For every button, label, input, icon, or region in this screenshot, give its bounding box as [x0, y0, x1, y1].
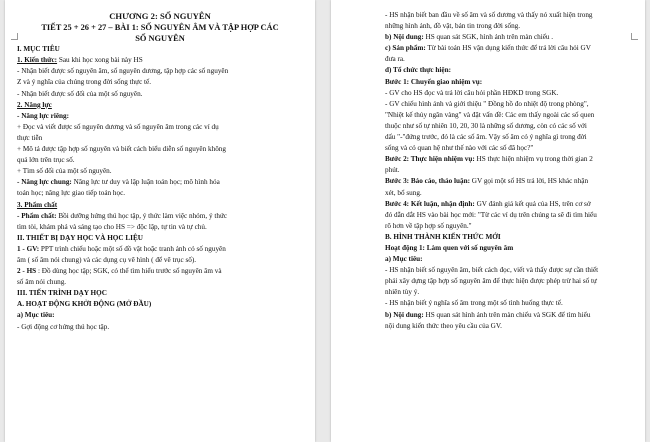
text-line: - GV cho HS đọc và trả lời câu hỏi phần HĐKD trong SGK.: [385, 88, 559, 97]
text-line: - HS nhận biết ý nghĩa số âm trong một số tình huống thực tế.: [385, 299, 563, 308]
text-line: sống và có quan hệ như thế nào với các số đã học?": [385, 144, 534, 153]
document-page-right[interactable]: [331, 0, 645, 442]
knowledge-text: Sau khi học xong bài này HS: [57, 56, 143, 65]
knowledge-label: 1. Kiến thức:: [17, 56, 58, 65]
step2-text: HS thực hiện nhiệm vụ trong thời gian 2: [474, 155, 593, 164]
text-line: + Tìm số đối của một số nguyên.: [17, 167, 112, 176]
page-right-content: [385, 10, 637, 332]
text-line: - Nhận biết được số đối của một số nguyên.: [17, 89, 143, 98]
text-line: - Gợi động cơ hứng thú học tập.: [17, 322, 110, 331]
section-equipment-heading: II. THIẾT BỊ DẠY HỌC VÀ HỌC LIỆU: [17, 233, 143, 242]
text-line: toán học; năng lực giao tiếp toán học.: [17, 189, 126, 198]
text-line: + Mô tả được tập hợp số nguyên và biết cách biểu diễn số nguyên không: [17, 145, 226, 154]
hs-line: [17, 266, 303, 277]
section-objectives-heading: I. MỤC TIÊU: [17, 45, 60, 54]
step4-line: [385, 199, 637, 210]
text-line: quá lớn trên trục số.: [17, 156, 75, 165]
general-skills-line: [17, 177, 303, 188]
content-b-label: b) Nội dung:: [385, 33, 424, 42]
text-line: đưa ra.: [385, 55, 405, 64]
text-line: nội dung kiến thức theo yêu cầu của GV.: [385, 321, 502, 330]
text-line: thực tiễn: [17, 133, 43, 142]
step2-label: Bước 2: Thực hiện nhiệm vụ:: [385, 155, 475, 164]
step1-heading: Bước 1: Chuyển giao nhiệm vụ:: [385, 77, 483, 86]
text-line: đó dẫn dắt HS vào bài học mới: "Từ các ví dụ trên chúng ta sẽ đi tìm hiểu: [385, 210, 597, 219]
gv-text: PPT trình chiếu hoặc một số đồ vật hoặc tranh ảnh có số nguyên: [39, 244, 226, 253]
text-line: xét, bổ sung.: [385, 188, 422, 197]
skills-heading: 2. Năng lực: [17, 100, 52, 109]
content2-line: [385, 310, 637, 321]
section-b-heading: B. HÌNH THÀNH KIẾN THỨC MỚI: [385, 232, 501, 241]
product-line: [385, 43, 637, 54]
content-b-line: [385, 32, 637, 43]
step3-text: GV gọi một số HS trả lời, HS khác nhận: [469, 177, 589, 186]
page-left-content: [17, 10, 303, 333]
step4-text: GV đánh giá kết quả của HS, trên cơ sở: [474, 199, 591, 208]
activity-a-heading: A. HOẠT ĐỘNG KHỞI ĐỘNG (MỞ ĐẦU): [17, 300, 152, 309]
gv-label: 1 - GV:: [17, 244, 40, 253]
text-line: tìm tòi, khám phá và sáng tạo cho HS => độc lập, tự tin và tự chủ.: [17, 222, 207, 231]
text-line: phút.: [385, 166, 400, 175]
product-label: c) Sản phẩm:: [385, 44, 426, 53]
qualities-heading: 3. Phẩm chất: [17, 200, 58, 209]
objective-heading: a) Mục tiêu:: [385, 255, 423, 264]
content2-label: b) Nội dung:: [385, 310, 424, 319]
qualities-sublabel: - Phẩm chất:: [17, 211, 57, 220]
text-line: âm ( số âm nói chung) và các dụng cụ vẽ hình ( để vẽ trục số).: [17, 255, 197, 264]
step3-label: Bước 3: Báo cáo, thảo luận:: [385, 177, 470, 186]
text-line: dấu "-"đứng trước, đó là các số âm. Vậy số âm có ý nghĩa gì trong đời: [385, 133, 587, 142]
chapter-title: CHƯƠNG 2: SỐ NGUYÊN: [109, 11, 211, 21]
product-text: Từ bài toán HS vận dụng kiến thức để trả lời câu hỏi GV: [425, 44, 591, 53]
knowledge-line: [17, 55, 303, 66]
lesson-title-line2: SỐ NGUYÊN: [135, 34, 185, 44]
organization-heading: d) Tổ chức thực hiện:: [385, 66, 451, 75]
qualities-line: [17, 211, 303, 222]
section-process-heading: III. TIẾN TRÌNH DẠY HỌC: [17, 289, 107, 298]
text-line: "Nhiệt kế thủy ngân vàng" và đặt vấn đề: Các em thấy ngoài các số quen: [385, 110, 595, 119]
text-line: Z và ý nghĩa của chúng trong đời sống thực tế.: [17, 78, 152, 87]
gv-line: [17, 244, 303, 255]
text-line: nhiên tùy ý.: [385, 288, 420, 297]
text-line: + Đọc và viết được số nguyên dương và số nguyên âm trong các ví dụ: [17, 122, 219, 131]
step3-line: [385, 176, 637, 187]
text-line: phải xây dựng tập hợp số nguyên âm để thực hiện được phép trừ hai số tự: [385, 277, 597, 286]
document-page-left[interactable]: [5, 0, 315, 442]
step2-line: [385, 154, 637, 165]
step4-label: Bước 4: Kết luận, nhận định:: [385, 199, 475, 208]
text-line: những hình ảnh, đồ vật, bản tin trong đời sống.: [385, 22, 521, 31]
text-line: - HS nhận biết số nguyên âm, biết cách đọc, viết và thấy được sự cần thiết: [385, 266, 599, 275]
content2-text: HS quan sát hình ảnh trên màn chiếu và SGK để tìm hiểu: [423, 310, 591, 319]
text-line: - HS nhận biết ban đầu về số âm và số dương và thấy nó xuất hiện trong: [385, 11, 593, 19]
activity1-heading: Hoạt động 1: Làm quen với số nguyên âm: [385, 243, 514, 252]
general-skills-text: Năng lực tư duy và lập luận toán học; mô hình hóa: [71, 178, 220, 187]
lesson-title-line1: TIẾT 25 + 26 + 27 – BÀI 1: SỐ NGUYÊN ÂM VÀ TẬP HỢP CÁC: [41, 23, 279, 32]
hs-label: 2 - HS: [17, 267, 37, 276]
text-line: - GV chiếu hình ảnh và giới thiệu " Đồng hồ đo nhiệt độ trong phòng",: [385, 99, 589, 108]
text-line: số âm nói chung.: [17, 278, 67, 287]
general-skills-label: - Năng lực chung:: [17, 178, 72, 187]
specific-skills-heading: - Năng lực riêng:: [17, 111, 70, 120]
content-b-text: HS quan sát SGK, hình ảnh trên màn chiếu .: [423, 33, 554, 42]
qualities-text: Bồi dưỡng hứng thú học tập, ý thức làm việc nhóm, ý thức: [56, 211, 228, 220]
objective-a-heading: a) Mục tiêu:: [17, 311, 55, 320]
hs-text: : Đồ dùng học tập; SGK, có thể tìm hiểu trước số nguyên âm và: [36, 267, 222, 276]
text-line: rõ hơn về tập hợp số nguyên.": [385, 221, 472, 230]
text-line: - Nhận biết được số nguyên âm, số nguyên dương, tập hợp các số nguyên: [17, 67, 229, 76]
text-line: thuộc như số tự nhiên 10, 20, 30 là những số dương, còn có các số với: [385, 121, 587, 130]
